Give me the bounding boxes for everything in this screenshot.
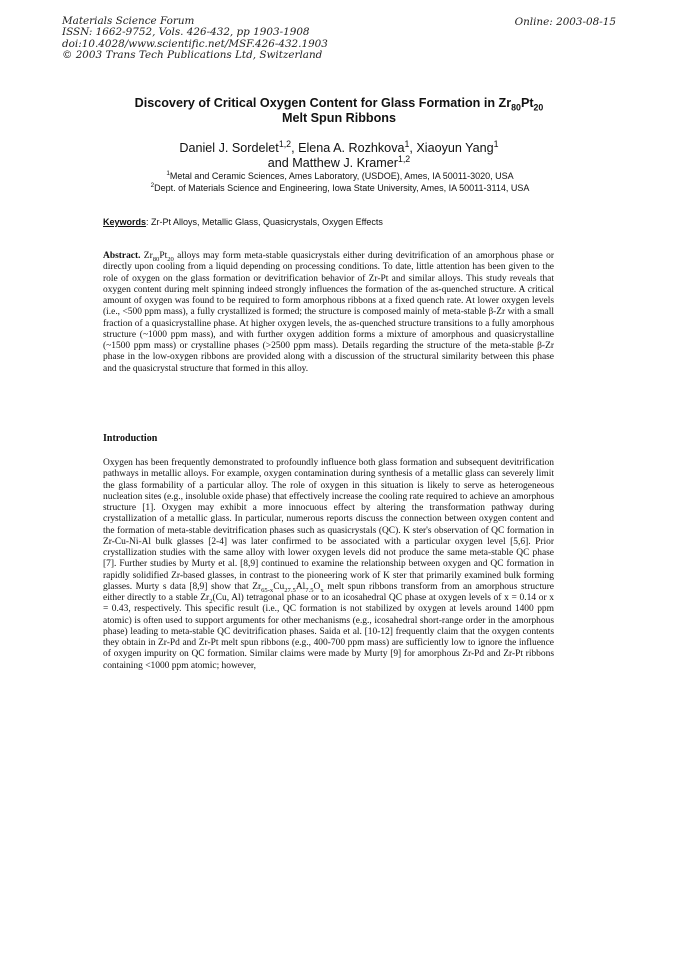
author-affil-mark: 1	[493, 138, 499, 149]
author-affil-mark: 1,2	[397, 153, 411, 164]
affiliation-mark: 1	[166, 170, 170, 177]
formula-sub: 65-x	[261, 586, 274, 594]
copyright-line: © 2003 Trans Tech Publications Ltd, Switzerland	[62, 49, 323, 62]
keywords	[103, 217, 383, 227]
section-heading-introduction: Introduction	[103, 433, 158, 444]
abstract-sub: 20	[167, 255, 174, 263]
abstract-label: Abstract.	[103, 251, 141, 261]
formula-sub: x	[320, 586, 324, 594]
paper-title	[95, 96, 583, 126]
formula-sub: 27.5	[284, 586, 296, 594]
abstract-text: Zr	[140, 251, 153, 261]
title-text: Discovery of Critical Oxygen Content for Glass Formation in Zr	[134, 96, 512, 110]
abstract-text: Pt	[159, 251, 168, 261]
title-sub-pt: 20	[533, 102, 544, 113]
title-sub-zr: 80	[511, 102, 521, 113]
affiliation-2	[60, 182, 620, 194]
abstract-text: alloys may form meta-stable quasicrystals either during devitrification of an amorphous phase or directly upon cooling from a liquid depending on processing conditions. To date, little attention has been given to the role of oxygen on the glass formation or devitrification behavior of Zr-Pt and similar alloys. This study reveals that oxygen content during melt spinning indeed strongly influences the formation of the as-quenched structure. A critical amount of oxygen was found to be required to form amorphous ribbons at a fixed quench rate. At lower oxygen levels (i.e., <500 ppm mass), a fully crystallized is formed; the structure is composed mainly of meta-stable β-Zr with a small fraction of a quasicrystalline phase. At higher oxygen levels, the as-quenched structure transitions to a fully amorphous structure (~1000 ppm mass), and with further oxygen addition forms a mixture of amorphous and quasicrystalline (~1500 ppm mass) or crystalline phases (>2500 ppm mass). Details regarding the structure of the meta-stable β-Zr phase in the low-oxygen ribbons are provided along with a discussion of the structural similarity between this phase and the quasicrystal structure that formed in this alloy.	[103, 251, 554, 374]
formula-sub: 7.5	[305, 586, 314, 594]
abstract-paragraph	[103, 251, 554, 375]
affiliation-mark: 2	[150, 182, 155, 189]
formula-part: Zr	[252, 581, 262, 592]
formula-part: Zr	[200, 593, 210, 603]
intro-text: (Cu, Al) tetragonal phase or to an icosahedral QC phase at oxygen levels of x = 0.14 or x = 0.43, respectively. This specific result (i.e., QC formation is not stabilized by oxygen at levels around 1400 ppm atomic) is often used to support arguments for other mechanisms (e.g., icosahedral short-range order in the amorphous phase) leading to meta-stable QC devitrification phases. Saida et al. [10-12] frequently claim that the oxygen contents they obtain in Zr-Pd and Zr-Pt melt spun ribbons (e.g., 400-700 ppm mass) are sufficiently low to ignore the influence of oxygen impurity on QC formation. Similar claims were made by Murty [9] for amorphous Zr-Pd and Zr-Pt ribbons containing <1000 ppm atomic; however,	[103, 593, 554, 671]
title-pt: Pt	[520, 96, 534, 110]
introduction-paragraph	[103, 458, 554, 672]
journal-header	[62, 16, 328, 62]
keywords-label: Keywords	[103, 217, 147, 227]
affiliations	[60, 170, 620, 194]
affiliation-text: Dept. of Materials Science and Engineering, Iowa State University, Ames, IA 50011-3114, USA	[154, 183, 530, 193]
abstract-sub: 80	[152, 255, 160, 263]
issn-line: ISSN: 1662-9752, Vols. 426-432, pp 1903-1908	[62, 26, 310, 39]
formula-part: O	[313, 581, 321, 592]
doi-line[interactable]: doi:10.4028/www.scientific.net/MSF.426-432.1903	[62, 37, 328, 50]
introduction-body	[103, 458, 554, 672]
journal-name: Materials Science Forum	[62, 15, 195, 27]
online-date: Online: 2003-08-15	[514, 16, 616, 28]
author-name: , Xiaoyun Yang	[409, 141, 494, 155]
author-list	[95, 138, 583, 171]
keywords-text: : Zr-Pt Alloys, Metallic Glass, Quasicrystals, Oxygen Effects	[146, 217, 383, 227]
author-affil-mark: 1	[404, 138, 410, 149]
title-line2: Melt Spun Ribbons	[281, 111, 397, 125]
formula-part: Cu	[273, 581, 285, 592]
affiliation-1	[60, 170, 620, 182]
author-name: and Matthew J. Kramer	[267, 156, 398, 170]
abstract	[103, 251, 554, 375]
affiliation-text: Metal and Ceramic Sciences, Ames Laboratory, (USDOE), Ames, IA 50011-3020, USA	[169, 171, 514, 181]
author-name: Daniel J. Sordelet	[179, 141, 279, 155]
intro-text: melt spun ribbons transform from an amorphous structure either directly to a stable	[103, 581, 554, 603]
formula-part: Al	[295, 581, 306, 592]
author-affil-mark: 1,2	[278, 138, 292, 149]
formula-sub: 2	[209, 597, 213, 605]
intro-text: Oxygen has been frequently demonstrated to profoundly influence both glass formation and subsequent devitrification pathways in metallic alloys. For example, oxygen contamination during synthesis of a metallic glass can severely limit the glass formability of a particular alloy. The role of oxygen in this situation is likely to serve as heterogeneous nucleation sites (e.g., insoluble oxide phase) that effectively increase the cooling rate required to achieve an amorphous structure [1]. Oxygen may exhibit a more innocuous effect by altering the transformation pathway during crystallization of a metallic glass. In particular, numerous reports discuss the connection between oxygen content and the formation of meta-stable devitrification phases such as quasicrystals (QC). K ster's observation of QC formation in Zr-Cu-Ni-Al bulk glasses [2-4] was later confirmed to be associated with a particular oxygen level [5,6]. Prior crystallization studies with the same alloy with lower oxygen levels did not produce the same meta-stable QC phase [7]. Further studies by Murty et al. [8,9] continued to examine the relationship between oxygen and QC formation in rapidly solidified Zr-based glasses, in contrast to the pioneering work of K ster that primarily examined bulk forming glasses. Murty s data [8,9] show that	[103, 458, 554, 592]
author-name: , Elena A. Rozhkova	[291, 141, 405, 155]
